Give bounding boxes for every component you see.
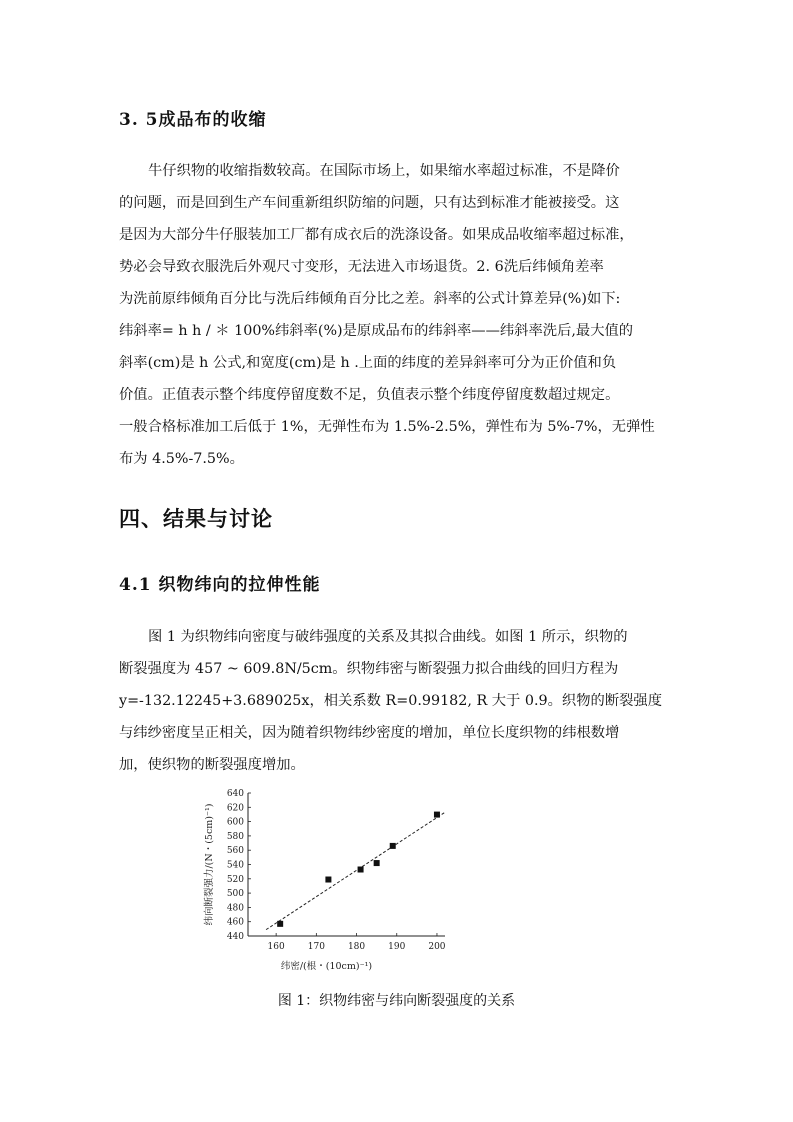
paragraph-line: 价值。正值表示整个纬度停留度数不足，负值表示整个纬度停留度数超过规定。: [119, 387, 620, 403]
paragraph-line: 纬斜率= h h / ＊ 100%纬斜率(%)是原成品布的纬斜率——纬斜率洗后,最大值的: [119, 323, 634, 339]
y-tick-label: 640: [226, 789, 244, 799]
y-axis-title: 纬向断裂强力/(N・(5cm)⁻¹): [204, 803, 215, 926]
x-axis-title: 纬密/(根・(10cm)⁻¹): [280, 961, 373, 972]
section-4-1-paragraph: [119, 621, 684, 781]
data-point: [434, 812, 440, 818]
figure-1-caption: 图 1：织物纬密与纬向断裂强度的关系: [277, 993, 516, 1009]
y-tick-label: 540: [226, 860, 244, 871]
data-point: [374, 860, 380, 866]
x-tick-label: 200: [428, 942, 446, 952]
section-3-5-paragraph: [119, 155, 684, 475]
chart-axes: [248, 793, 445, 936]
data-point: [358, 867, 364, 873]
data-points-group: [277, 812, 440, 927]
scatter-chart: [199, 787, 459, 977]
paragraph-line: 势必会导致衣服洗后外观尺寸变形，无法进入市场退货。2. 6洗后纬倾角差率: [119, 259, 604, 275]
y-tick-label: 560: [226, 846, 244, 857]
section-3-5-title: 3. 5成品布的收缩: [119, 110, 267, 130]
x-tick-label: 160: [267, 942, 285, 952]
fit-line: [266, 812, 445, 929]
fit-line-group: [266, 812, 445, 929]
paragraph-line: 的问题，而是回到生产车间重新组织防缩的问题，只有达到标准才能被接受。这: [119, 195, 620, 211]
data-point: [325, 877, 331, 883]
paragraph-line: 图 1 为织物纬向密度与破纬强度的关系及其拟合曲线。如图 1 所示，织物的: [148, 629, 628, 645]
y-tick-label: 580: [226, 831, 244, 842]
y-tick-label: 500: [226, 889, 244, 900]
paragraph-line: 与纬纱密度呈正相关，因为随着织物纬纱密度的增加，单位长度织物的纬根数增: [119, 725, 620, 741]
chapter-4-title: 四、结果与讨论: [119, 506, 273, 531]
axis-labels-group: [203, 789, 446, 972]
y-tick-label: 460: [226, 917, 244, 928]
x-tick-label: 180: [347, 942, 366, 952]
x-tick-label: 170: [307, 942, 325, 952]
paragraph-line: 牛仔织物的收缩指数较高。在国际市场上，如果缩水率超过标准，不是降价: [148, 163, 620, 179]
paragraph-line: 加，使织物的断裂强度增加。: [119, 757, 305, 773]
y-tick-label: 440: [226, 932, 244, 942]
paragraph-line: 斜率(cm)是 h 公式,和宽度(cm)是 h .上面的纬度的差异斜率可分为正价值和负: [119, 355, 617, 371]
y-tick-label: 480: [226, 903, 244, 914]
data-point: [277, 921, 283, 927]
y-tick-label: 620: [226, 803, 244, 814]
section-4-1-title: 4.1 织物纬向的拉伸性能: [119, 575, 321, 595]
paragraph-line: 布为 4.5%-7.5%。: [119, 451, 244, 467]
paragraph-line: 一般合格标准加工后低于 1%，无弹性布为 1.5%-2.5%，弹性布为 5%-7%，无弹性: [119, 419, 655, 435]
y-tick-label: 600: [226, 817, 244, 828]
figure-1: [199, 787, 459, 977]
paragraph-line: 断裂强度为 457 ~ 609.8N/5cm。织物纬密与断裂强力拟合曲线的回归方程为: [119, 661, 619, 677]
paragraph-line: 为洗前原纬倾角百分比与洗后纬倾角百分比之差。斜率的公式计算差异(%)如下:: [119, 291, 621, 307]
x-tick-label: 190: [388, 942, 406, 952]
paragraph-line: y=-132.12245+3.689025x，相关系数 R=0.99182, R 大于 0.9。织物的断裂强度: [119, 693, 663, 709]
y-tick-label: 520: [226, 874, 244, 885]
data-point: [390, 843, 396, 849]
paragraph-line: 是因为大部分牛仔服装加工厂都有成衣后的洗涤设备。如果成品收缩率超过标准，: [119, 227, 634, 243]
